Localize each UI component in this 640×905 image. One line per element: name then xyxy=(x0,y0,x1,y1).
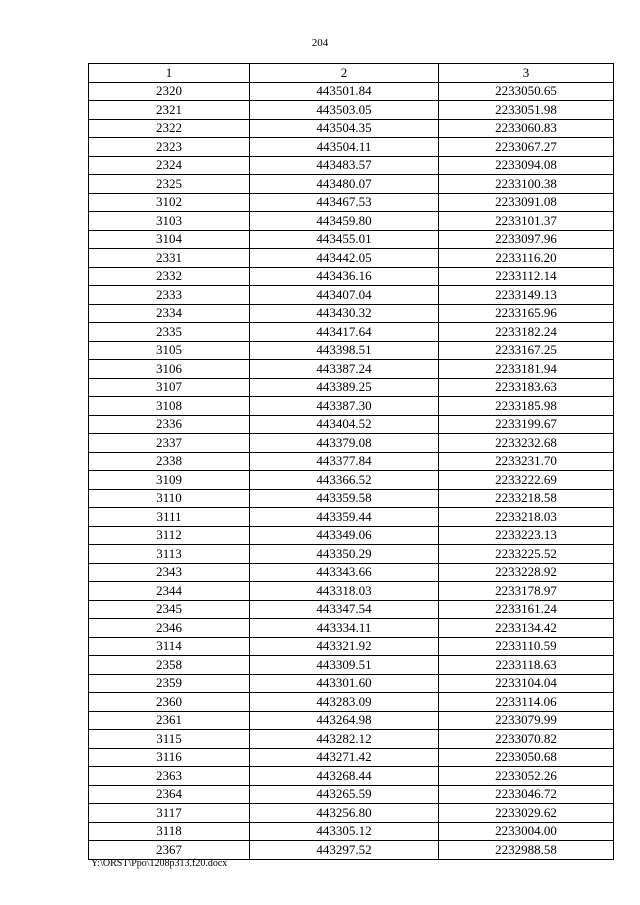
point-number-cell: 2358 xyxy=(89,656,250,675)
point-number-cell: 3104 xyxy=(89,230,250,249)
y-coordinate-cell: 2233114.06 xyxy=(439,693,614,712)
point-number-cell: 2360 xyxy=(89,693,250,712)
point-number-cell: 3107 xyxy=(89,378,250,397)
table-row xyxy=(89,267,614,286)
table-row xyxy=(89,452,614,471)
x-coordinate-cell: 443379.08 xyxy=(250,434,439,453)
x-coordinate-cell: 443387.24 xyxy=(250,360,439,379)
table-row xyxy=(89,582,614,601)
column-header-2: 2 xyxy=(250,64,439,83)
table-row xyxy=(89,730,614,749)
table-row xyxy=(89,212,614,231)
point-number-cell: 3109 xyxy=(89,471,250,490)
x-coordinate-cell: 443282.12 xyxy=(250,730,439,749)
table-row xyxy=(89,600,614,619)
x-coordinate-cell: 443504.35 xyxy=(250,119,439,138)
y-coordinate-cell: 2233225.52 xyxy=(439,545,614,564)
table-row xyxy=(89,175,614,194)
point-number-cell: 3114 xyxy=(89,637,250,656)
x-coordinate-cell: 443268.44 xyxy=(250,767,439,786)
x-coordinate-cell: 443305.12 xyxy=(250,822,439,841)
x-coordinate-cell: 443459.80 xyxy=(250,212,439,231)
point-number-cell: 2359 xyxy=(89,674,250,693)
point-number-cell: 2332 xyxy=(89,267,250,286)
table-row xyxy=(89,804,614,823)
table-row xyxy=(89,249,614,268)
y-coordinate-cell: 2233029.62 xyxy=(439,804,614,823)
point-number-cell: 2337 xyxy=(89,434,250,453)
y-coordinate-cell: 2233004.00 xyxy=(439,822,614,841)
table-row xyxy=(89,637,614,656)
x-coordinate-cell: 443309.51 xyxy=(250,656,439,675)
table-row xyxy=(89,767,614,786)
x-coordinate-cell: 443318.03 xyxy=(250,582,439,601)
table-row xyxy=(89,545,614,564)
table-row xyxy=(89,656,614,675)
y-coordinate-cell: 2233118.63 xyxy=(439,656,614,675)
point-number-cell: 2334 xyxy=(89,304,250,323)
point-number-cell: 3108 xyxy=(89,397,250,416)
point-number-cell: 2331 xyxy=(89,249,250,268)
point-number-cell: 3105 xyxy=(89,341,250,360)
table-row xyxy=(89,489,614,508)
y-coordinate-cell: 2233134.42 xyxy=(439,619,614,638)
table-row xyxy=(89,508,614,527)
table-row xyxy=(89,748,614,767)
coordinates-table xyxy=(88,63,614,860)
point-number-cell: 2333 xyxy=(89,286,250,305)
x-coordinate-cell: 443504.11 xyxy=(250,138,439,157)
page-number: 204 xyxy=(311,37,329,49)
table-row xyxy=(89,822,614,841)
point-number-cell: 2336 xyxy=(89,415,250,434)
y-coordinate-cell: 2233178.97 xyxy=(439,582,614,601)
x-coordinate-cell: 443297.52 xyxy=(250,841,439,860)
x-coordinate-cell: 443301.60 xyxy=(250,674,439,693)
x-coordinate-cell: 443436.16 xyxy=(250,267,439,286)
y-coordinate-cell: 2233218.58 xyxy=(439,489,614,508)
y-coordinate-cell: 2233112.14 xyxy=(439,267,614,286)
table-row xyxy=(89,101,614,120)
x-coordinate-cell: 443349.06 xyxy=(250,526,439,545)
x-coordinate-cell: 443389.25 xyxy=(250,378,439,397)
point-number-cell: 3110 xyxy=(89,489,250,508)
point-number-cell: 2343 xyxy=(89,563,250,582)
point-number-cell: 3115 xyxy=(89,730,250,749)
y-coordinate-cell: 2233222.69 xyxy=(439,471,614,490)
y-coordinate-cell: 2233231.70 xyxy=(439,452,614,471)
table-row xyxy=(89,415,614,434)
y-coordinate-cell: 2233223.13 xyxy=(439,526,614,545)
y-coordinate-cell: 2233183.63 xyxy=(439,378,614,397)
y-coordinate-cell: 2233050.65 xyxy=(439,82,614,101)
x-coordinate-cell: 443467.53 xyxy=(250,193,439,212)
table-row xyxy=(89,397,614,416)
table-row xyxy=(89,360,614,379)
point-number-cell: 2323 xyxy=(89,138,250,157)
table-body xyxy=(89,82,614,859)
x-coordinate-cell: 443256.80 xyxy=(250,804,439,823)
point-number-cell: 2325 xyxy=(89,175,250,194)
x-coordinate-cell: 443334.11 xyxy=(250,619,439,638)
x-coordinate-cell: 443455.01 xyxy=(250,230,439,249)
x-coordinate-cell: 443265.59 xyxy=(250,785,439,804)
y-coordinate-cell: 2233199.67 xyxy=(439,415,614,434)
point-number-cell: 3102 xyxy=(89,193,250,212)
x-coordinate-cell: 443347.54 xyxy=(250,600,439,619)
y-coordinate-cell: 2232988.58 xyxy=(439,841,614,860)
y-coordinate-cell: 2233104.04 xyxy=(439,674,614,693)
x-coordinate-cell: 443480.07 xyxy=(250,175,439,194)
x-coordinate-cell: 443359.58 xyxy=(250,489,439,508)
point-number-cell: 3111 xyxy=(89,508,250,527)
y-coordinate-cell: 2233116.20 xyxy=(439,249,614,268)
table-row xyxy=(89,693,614,712)
table-row xyxy=(89,434,614,453)
y-coordinate-cell: 2233097.96 xyxy=(439,230,614,249)
y-coordinate-cell: 2233101.37 xyxy=(439,212,614,231)
table-row xyxy=(89,674,614,693)
x-coordinate-cell: 443359.44 xyxy=(250,508,439,527)
column-header-3: 3 xyxy=(439,64,614,83)
table-row xyxy=(89,286,614,305)
x-coordinate-cell: 443366.52 xyxy=(250,471,439,490)
table-row xyxy=(89,230,614,249)
table-row xyxy=(89,156,614,175)
y-coordinate-cell: 2233181.94 xyxy=(439,360,614,379)
column-header-1: 1 xyxy=(89,64,250,83)
table-row xyxy=(89,619,614,638)
y-coordinate-cell: 2233218.03 xyxy=(439,508,614,527)
point-number-cell: 2322 xyxy=(89,119,250,138)
table-row xyxy=(89,323,614,342)
x-coordinate-cell: 443407.04 xyxy=(250,286,439,305)
x-coordinate-cell: 443404.52 xyxy=(250,415,439,434)
x-coordinate-cell: 443430.32 xyxy=(250,304,439,323)
point-number-cell: 3117 xyxy=(89,804,250,823)
y-coordinate-cell: 2233091.08 xyxy=(439,193,614,212)
x-coordinate-cell: 443501.84 xyxy=(250,82,439,101)
y-coordinate-cell: 2233182.24 xyxy=(439,323,614,342)
point-number-cell: 2363 xyxy=(89,767,250,786)
point-number-cell: 2344 xyxy=(89,582,250,601)
y-coordinate-cell: 2233094.08 xyxy=(439,156,614,175)
point-number-cell: 2367 xyxy=(89,841,250,860)
y-coordinate-cell: 2233079.99 xyxy=(439,711,614,730)
table-row xyxy=(89,471,614,490)
y-coordinate-cell: 2233050.68 xyxy=(439,748,614,767)
point-number-cell: 2364 xyxy=(89,785,250,804)
point-number-cell: 2361 xyxy=(89,711,250,730)
y-coordinate-cell: 2233165.96 xyxy=(439,304,614,323)
point-number-cell: 3103 xyxy=(89,212,250,231)
y-coordinate-cell: 2233070.82 xyxy=(439,730,614,749)
table-row xyxy=(89,711,614,730)
table-row xyxy=(89,304,614,323)
y-coordinate-cell: 2233046.72 xyxy=(439,785,614,804)
x-coordinate-cell: 443442.05 xyxy=(250,249,439,268)
x-coordinate-cell: 443398.51 xyxy=(250,341,439,360)
point-number-cell: 2320 xyxy=(89,82,250,101)
table-row xyxy=(89,119,614,138)
x-coordinate-cell: 443387.30 xyxy=(250,397,439,416)
footer-file-path: Y:\ORST\Ppo\1208p313.f20.docx xyxy=(91,858,228,869)
y-coordinate-cell: 2233067.27 xyxy=(439,138,614,157)
x-coordinate-cell: 443503.05 xyxy=(250,101,439,120)
x-coordinate-cell: 443343.66 xyxy=(250,563,439,582)
point-number-cell: 3112 xyxy=(89,526,250,545)
point-number-cell: 3118 xyxy=(89,822,250,841)
y-coordinate-cell: 2233161.24 xyxy=(439,600,614,619)
x-coordinate-cell: 443417.64 xyxy=(250,323,439,342)
table-row xyxy=(89,526,614,545)
x-coordinate-cell: 443350.29 xyxy=(250,545,439,564)
point-number-cell: 2324 xyxy=(89,156,250,175)
x-coordinate-cell: 443483.57 xyxy=(250,156,439,175)
y-coordinate-cell: 2233100.38 xyxy=(439,175,614,194)
y-coordinate-cell: 2233051.98 xyxy=(439,101,614,120)
x-coordinate-cell: 443271.42 xyxy=(250,748,439,767)
point-number-cell: 2335 xyxy=(89,323,250,342)
table-row xyxy=(89,341,614,360)
point-number-cell: 2345 xyxy=(89,600,250,619)
table-header-row xyxy=(89,64,614,83)
x-coordinate-cell: 443377.84 xyxy=(250,452,439,471)
table-row xyxy=(89,785,614,804)
table-row xyxy=(89,193,614,212)
y-coordinate-cell: 2233185.98 xyxy=(439,397,614,416)
table-row xyxy=(89,563,614,582)
x-coordinate-cell: 443283.09 xyxy=(250,693,439,712)
point-number-cell: 3106 xyxy=(89,360,250,379)
x-coordinate-cell: 443321.92 xyxy=(250,637,439,656)
table-row xyxy=(89,841,614,860)
y-coordinate-cell: 2233228.92 xyxy=(439,563,614,582)
y-coordinate-cell: 2233052.26 xyxy=(439,767,614,786)
x-coordinate-cell: 443264.98 xyxy=(250,711,439,730)
table-row xyxy=(89,138,614,157)
y-coordinate-cell: 2233060.83 xyxy=(439,119,614,138)
table-row xyxy=(89,82,614,101)
y-coordinate-cell: 2233149.13 xyxy=(439,286,614,305)
point-number-cell: 2321 xyxy=(89,101,250,120)
point-number-cell: 3116 xyxy=(89,748,250,767)
y-coordinate-cell: 2233232.68 xyxy=(439,434,614,453)
point-number-cell: 2346 xyxy=(89,619,250,638)
point-number-cell: 2338 xyxy=(89,452,250,471)
y-coordinate-cell: 2233110.59 xyxy=(439,637,614,656)
table-row xyxy=(89,378,614,397)
y-coordinate-cell: 2233167.25 xyxy=(439,341,614,360)
point-number-cell: 3113 xyxy=(89,545,250,564)
